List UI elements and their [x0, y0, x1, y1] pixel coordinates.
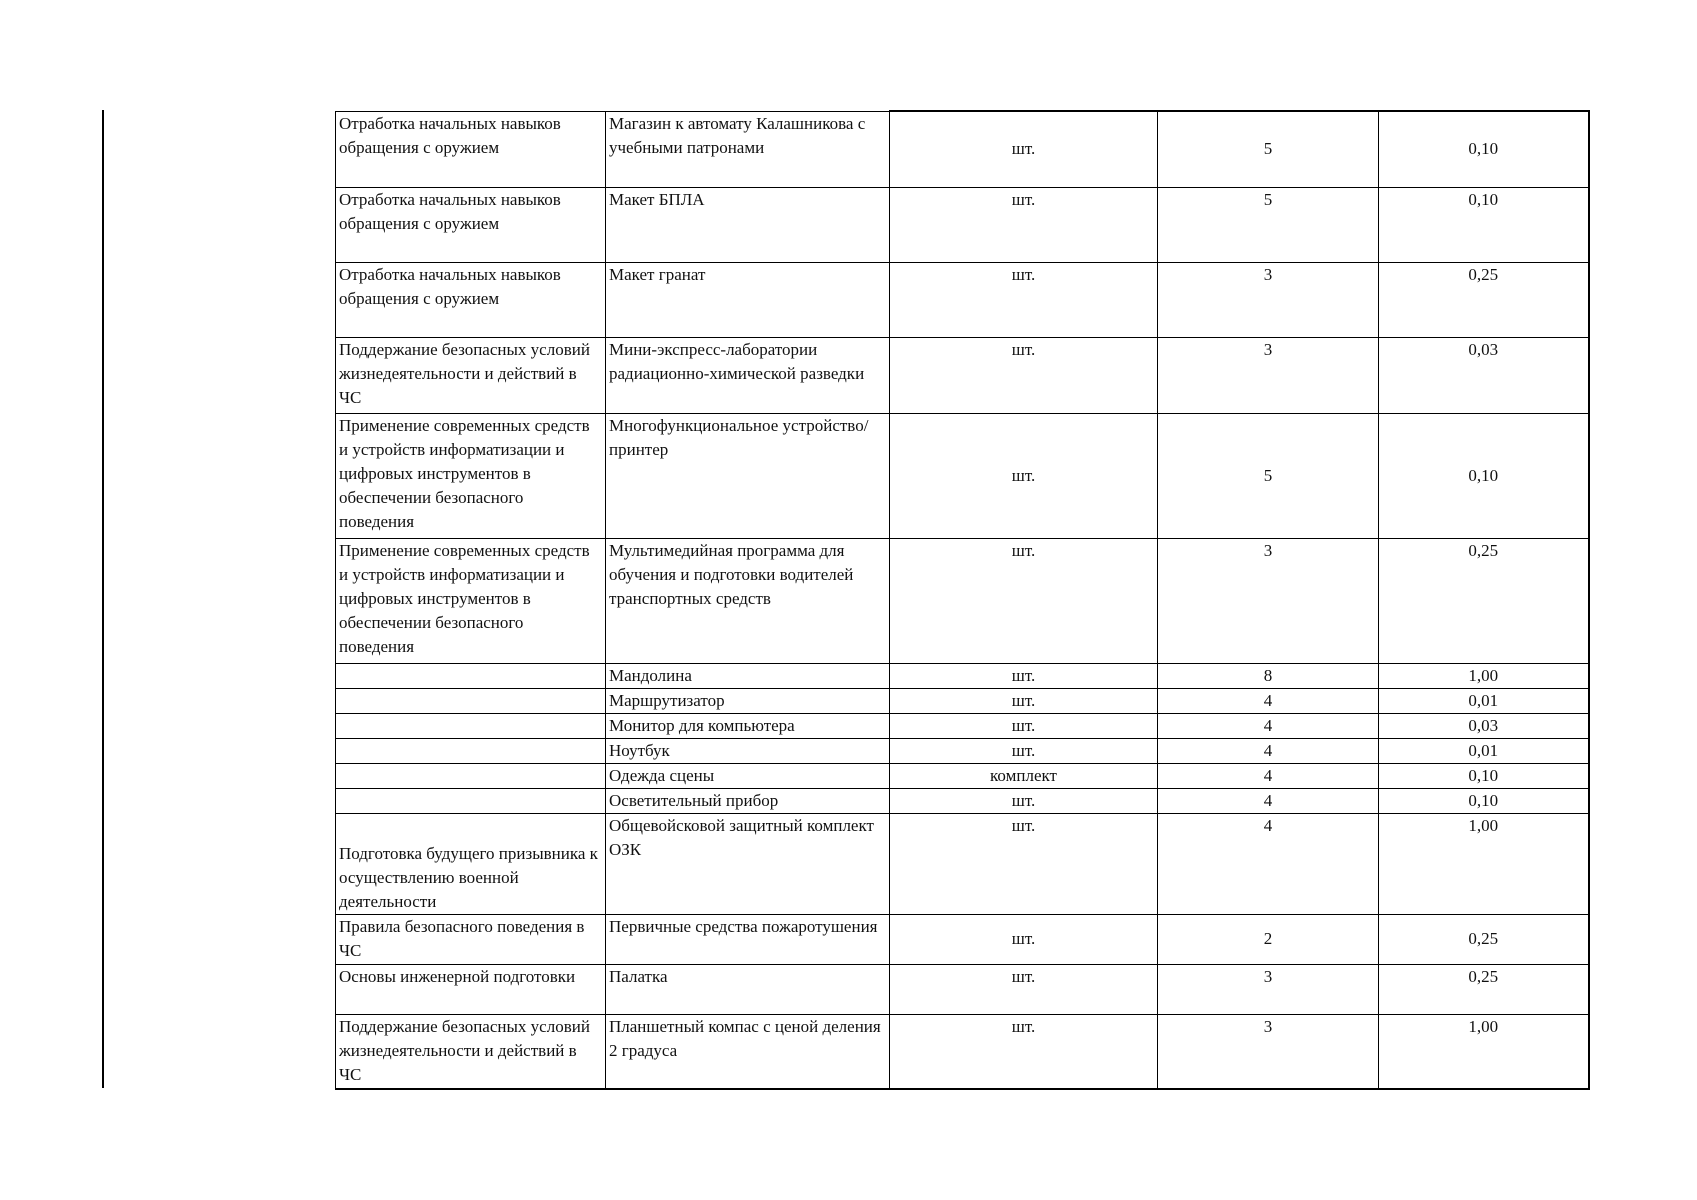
item-cell: Магазин к автомату Калашникова с учебными патронами [606, 111, 890, 187]
area-cell: Отработка начальных навыков обращения с оружием [336, 262, 606, 337]
table-row [336, 337, 1589, 413]
norm-cell: 0,25 [1379, 538, 1589, 663]
norm-cell: 0,01 [1379, 738, 1589, 763]
area-cell [336, 713, 606, 738]
norm-cell: 0,10 [1379, 763, 1589, 788]
unit-cell: комплект [890, 763, 1158, 788]
area-cell: Подготовка будущего призывника к осуществлению военной деятельности [336, 813, 606, 914]
table-row [336, 713, 1589, 738]
unit-cell: шт. [890, 738, 1158, 763]
norm-cell: 0,10 [1379, 788, 1589, 813]
area-cell: Применение современных средств и устройств информатизации и цифровых инструментов в обеспечении безопасного поведения [336, 538, 606, 663]
norm-cell: 0,25 [1379, 914, 1589, 964]
unit-cell: шт. [890, 337, 1158, 413]
unit-cell: шт. [890, 1014, 1158, 1089]
quantity-cell: 4 [1158, 713, 1379, 738]
item-cell: Маршрутизатор [606, 688, 890, 713]
table-row [336, 1014, 1589, 1089]
item-cell: Ноутбук [606, 738, 890, 763]
quantity-cell: 4 [1158, 813, 1379, 914]
table-row [336, 538, 1589, 663]
norm-cell: 0,03 [1379, 713, 1589, 738]
norm-cell: 1,00 [1379, 663, 1589, 688]
equipment-table [335, 110, 1590, 1090]
area-cell: Отработка начальных навыков обращения с оружием [336, 187, 606, 262]
norm-cell: 1,00 [1379, 1014, 1589, 1089]
unit-cell: шт. [890, 413, 1158, 538]
area-cell: Правила безопасного поведения в ЧС [336, 914, 606, 964]
unit-cell: шт. [890, 813, 1158, 914]
norm-cell: 0,10 [1379, 413, 1589, 538]
area-cell: Применение современных средств и устройств информатизации и цифровых инструментов в обеспечении безопасного поведения [336, 413, 606, 538]
quantity-cell: 3 [1158, 964, 1379, 1014]
item-cell: Макет БПЛА [606, 187, 890, 262]
area-cell: Поддержание безопасных условий жизнедеятельности и действий в ЧС [336, 337, 606, 413]
norm-cell: 0,25 [1379, 964, 1589, 1014]
unit-cell: шт. [890, 688, 1158, 713]
page-margin-line [102, 110, 104, 1088]
norm-cell: 0,10 [1379, 187, 1589, 262]
unit-cell: шт. [890, 187, 1158, 262]
norm-cell: 1,00 [1379, 813, 1589, 914]
quantity-cell: 3 [1158, 538, 1379, 663]
quantity-cell: 5 [1158, 187, 1379, 262]
table-row [336, 738, 1589, 763]
quantity-cell: 4 [1158, 788, 1379, 813]
quantity-cell: 5 [1158, 413, 1379, 538]
item-cell: Монитор для компьютера [606, 713, 890, 738]
quantity-cell: 3 [1158, 262, 1379, 337]
unit-cell: шт. [890, 262, 1158, 337]
item-cell: Палатка [606, 964, 890, 1014]
table-row [336, 688, 1589, 713]
unit-cell: шт. [890, 914, 1158, 964]
table-row [336, 964, 1589, 1014]
quantity-cell: 8 [1158, 663, 1379, 688]
area-cell [336, 788, 606, 813]
table-row [336, 111, 1589, 187]
area-cell [336, 663, 606, 688]
norm-cell: 0,03 [1379, 337, 1589, 413]
table-row [336, 413, 1589, 538]
table-row [336, 788, 1589, 813]
unit-cell: шт. [890, 663, 1158, 688]
item-cell: Мандолина [606, 663, 890, 688]
quantity-cell: 3 [1158, 1014, 1379, 1089]
quantity-cell: 4 [1158, 688, 1379, 713]
unit-cell: шт. [890, 964, 1158, 1014]
item-cell: Макет гранат [606, 262, 890, 337]
item-cell: Осветительный прибор [606, 788, 890, 813]
area-cell [336, 763, 606, 788]
norm-cell: 0,01 [1379, 688, 1589, 713]
area-cell: Основы инженерной подготовки [336, 964, 606, 1014]
table-row [336, 187, 1589, 262]
quantity-cell: 2 [1158, 914, 1379, 964]
table-row [336, 914, 1589, 964]
norm-cell: 0,10 [1379, 111, 1589, 187]
item-cell: Мини-экспресс-лаборатории радиационно-химической разведки [606, 337, 890, 413]
item-cell: Мультимедийная программа для обучения и подготовки водителей транспортных средств [606, 538, 890, 663]
item-cell: Одежда сцены [606, 763, 890, 788]
table-row [336, 763, 1589, 788]
table-row [336, 663, 1589, 688]
unit-cell: шт. [890, 788, 1158, 813]
item-cell: Общевойсковой защитный комплект ОЗК [606, 813, 890, 914]
table-row [336, 262, 1589, 337]
quantity-cell: 4 [1158, 738, 1379, 763]
quantity-cell: 3 [1158, 337, 1379, 413]
item-cell: Первичные средства пожаротушения [606, 914, 890, 964]
item-cell: Планшетный компас с ценой деления 2 градуса [606, 1014, 890, 1089]
table-row [336, 813, 1589, 914]
unit-cell: шт. [890, 713, 1158, 738]
unit-cell: шт. [890, 538, 1158, 663]
area-cell: Отработка начальных навыков обращения с оружием [336, 111, 606, 187]
area-cell [336, 688, 606, 713]
quantity-cell: 4 [1158, 763, 1379, 788]
area-cell [336, 738, 606, 763]
item-cell: Многофункциональное устройство/принтер [606, 413, 890, 538]
unit-cell: шт. [890, 111, 1158, 187]
area-cell: Поддержание безопасных условий жизнедеятельности и действий в ЧС [336, 1014, 606, 1089]
quantity-cell: 5 [1158, 111, 1379, 187]
norm-cell: 0,25 [1379, 262, 1589, 337]
